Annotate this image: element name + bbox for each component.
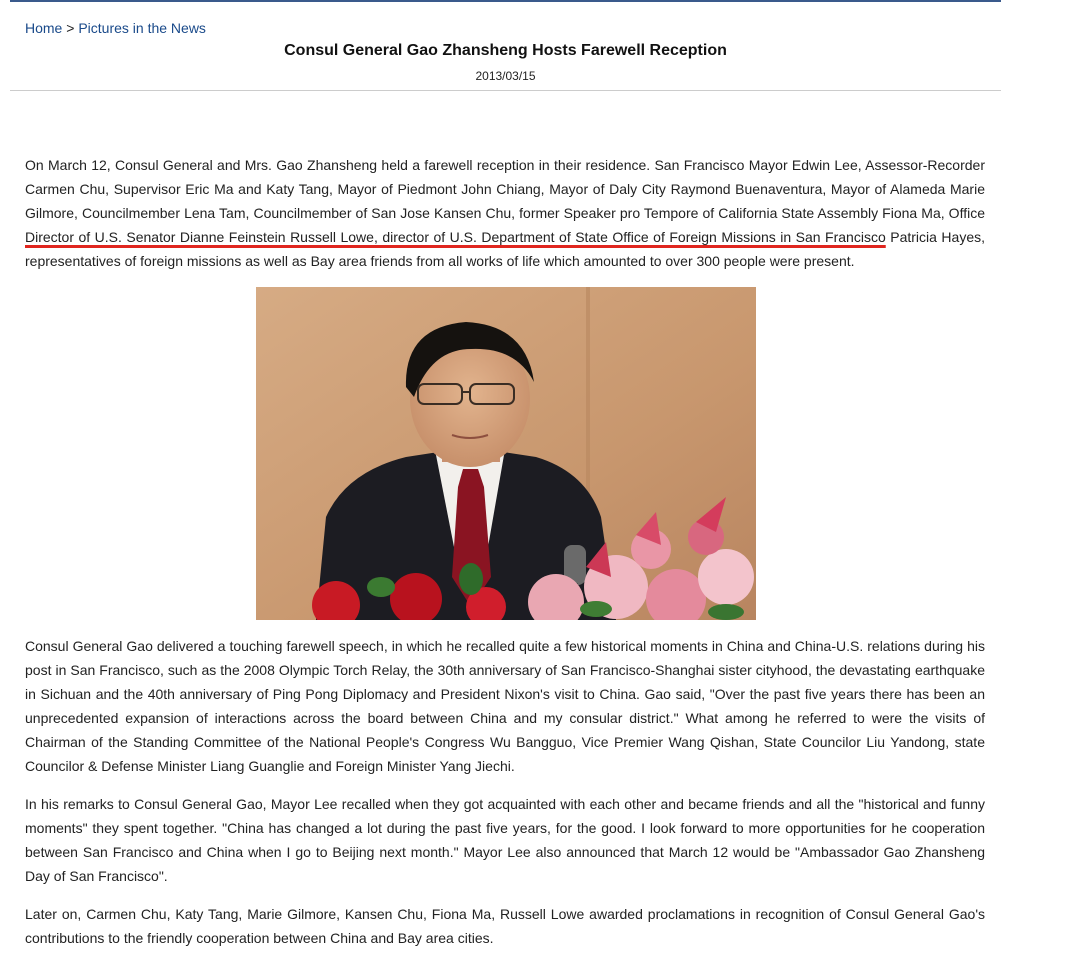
top-rule [10, 0, 1001, 2]
article-title: Consul General Gao Zhansheng Hosts Farewell Reception [284, 42, 727, 59]
article-paragraph-2: Consul General Gao delivered a touching farewell speech, in which he recalled quite a few historical moments in China and China-U.S. relations during his post in San Francisco, such as the 2008 Olympic Torch Relay, the 30th anniversary of San Francisco-Shanghai sister cityhood, the devastating earthquake in Sichuan and the 40th anniversary of Ping Pong Diplomacy and President Nixon's visit to China. Gao said, "Over the past five years there has been an unprecedented expansion of interactions across the board between China and my consular district." What among he referred to were the visits of Chairman of the Standing Committee of the National People's Congress Wu Bangguo, Vice Premier Wang Qishan, State Councilor Liu Yandong, state Councilor & Defense Minister Liang Guanglie and Foreign Minister Yang Jiechi. [25, 638, 985, 774]
highlighted-text: Director of U.S. Senator Dianne Feinstein Russell Lowe, director of U.S. Department of State Office of Foreign Missions in San Francisco [25, 229, 886, 245]
article-paragraph-4: Later on, Carmen Chu, Katy Tang, Marie Gilmore, Kansen Chu, Fiona Ma, Russell Lowe awarded proclamations in recognition of Consul General Gao's contributions to the friendly cooperation between China and Bay area cities. [25, 906, 985, 946]
breadcrumb-section-link[interactable]: Pictures in the News [78, 20, 206, 36]
title-divider [10, 90, 1001, 91]
paragraph-1-text-start: On March 12, Consul General and Mrs. Gao Zhansheng held a farewell reception in their residence. San Francisco Mayor Edwin Lee, Assessor-Recorder Carmen Chu, Supervisor Eric Ma and Katy Tang, Mayor of Piedmont John Chiang, Mayor of Daly City Raymond Buenaventura, Mayor of Alameda Marie Gilmore, Councilmember Lena Tam, Councilmember of San Jose Kansen Chu, former Speaker pro Tempore of California State Assembly Fiona Ma, Office [25, 157, 985, 221]
speaker-photo-illustration [256, 287, 756, 620]
article-photo [256, 287, 756, 620]
breadcrumb-home-link[interactable]: Home [25, 20, 63, 36]
article-paragraph-3: In his remarks to Consul General Gao, Mayor Lee recalled when they got acquainted with each other and became friends and all the "historical and funny moments" they spent together. "China has changed a lot during the past five years, for the good. I look forward to more opportunities for he cooperation between San Francisco and China when I go to Beijing next month." Mayor Lee also announced that March 12 would be "Ambassador Gao Zhansheng Day of San Francisco". [25, 796, 985, 884]
paragraph-1-text-end: Patricia Hayes, representatives of foreign missions as well as Bay area friends from all works of life which amounted to over 300 people were present. [25, 229, 985, 269]
article-paragraph-1 [25, 153, 985, 273]
breadcrumb-separator: > [66, 20, 75, 36]
article-date: 2013/03/15 [475, 69, 536, 83]
breadcrumb [25, 19, 206, 37]
